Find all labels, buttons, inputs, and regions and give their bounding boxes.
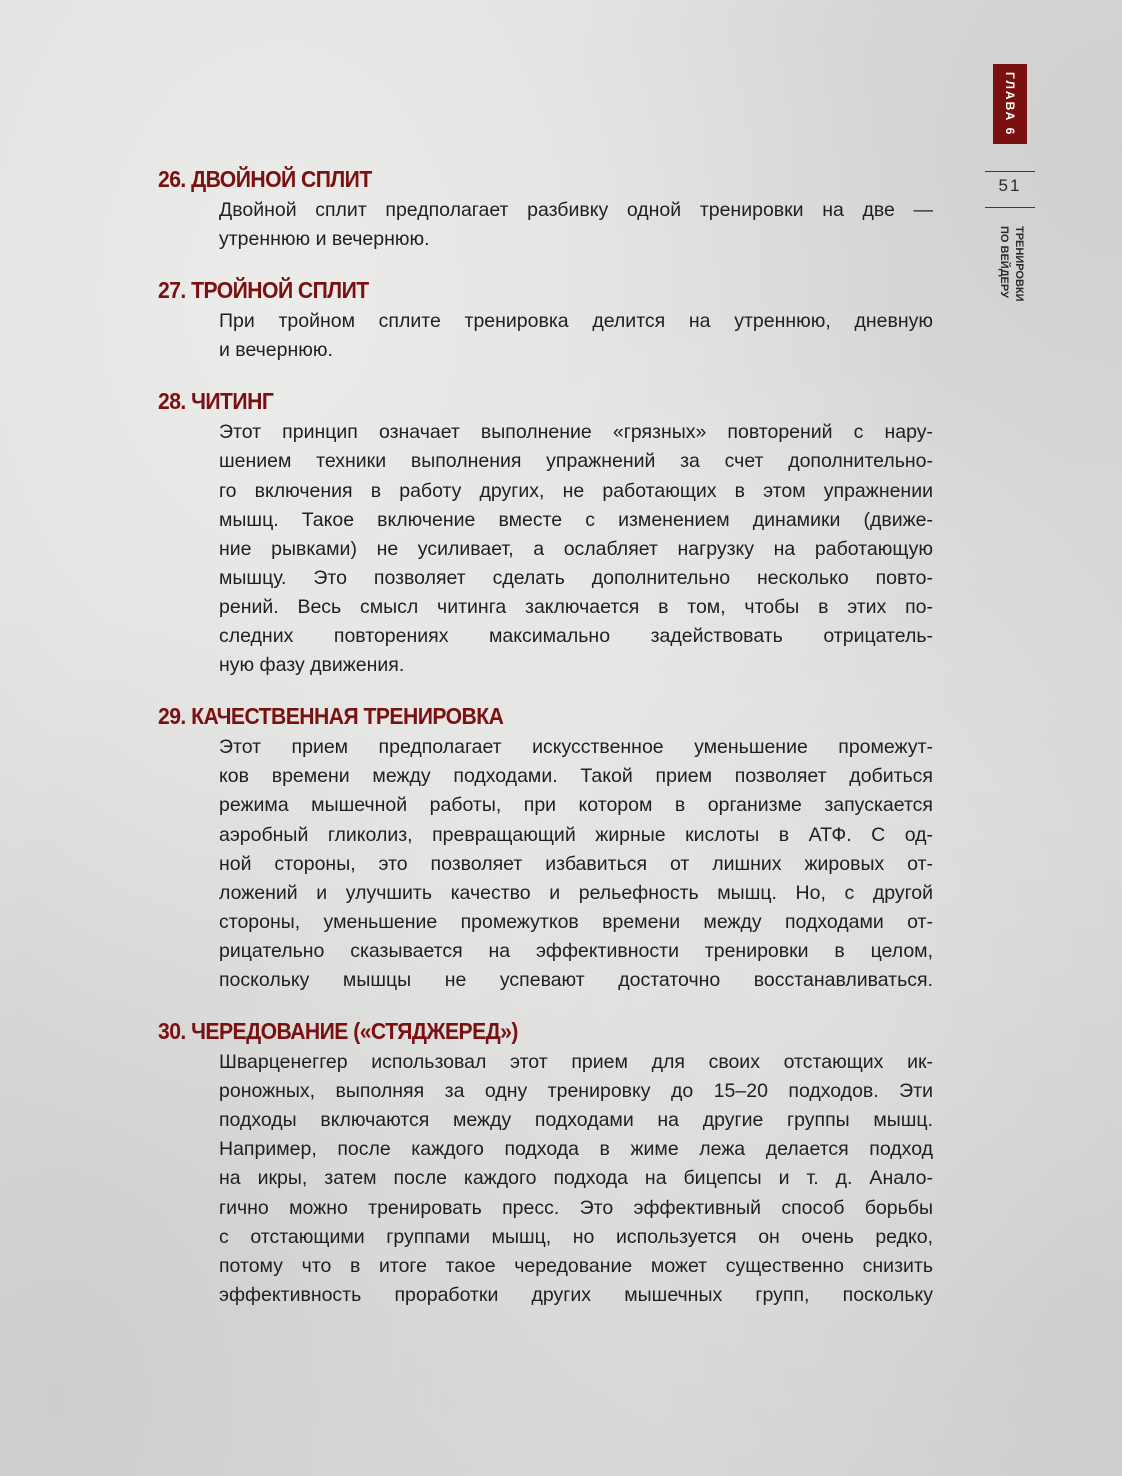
chapter-tab [993, 64, 1027, 144]
text-line: режима мышечной работы, при котором в организме запускается [219, 794, 933, 817]
text-line: Шварценеггер использовал этот прием для своих отстающих ик- [219, 1051, 933, 1074]
text-line: Двойной сплит предполагает разбивку одной тренировки на две — [219, 199, 933, 221]
text-line: ложений и улучшить качество и рельефность мышц. Но, с другой [219, 881, 933, 904]
section-body [219, 1048, 933, 1310]
text-line: потому что в итоге такое чередование может существенно снизить [219, 1254, 933, 1277]
text-line: следних повторениях максимально задействовать отрицатель- [219, 625, 933, 648]
rail-divider-top [985, 171, 1035, 172]
page-number: 51 [998, 176, 1022, 195]
section-triple-split [158, 273, 933, 365]
text-line: мышцу. Это позволяет сделать дополнительно несколько повто- [219, 566, 933, 589]
text-line: ние рывками) не усиливает, а ослабляет нагрузку на работающую [219, 537, 933, 560]
section-title: 30. ЧЕРЕДОВАНИЕ («СТЯДЖЕРЕД») [158, 1018, 518, 1045]
text-line: аэробный гликолиз, превращающий жирные кислоты в АТФ. С од- [219, 823, 933, 846]
section-quality-training [158, 699, 933, 995]
text-line: с отстающими группами мышц, но используется он очень редко, [219, 1225, 933, 1248]
section-body [219, 733, 933, 995]
chapter-label: ГЛАВА 6 [1003, 71, 1017, 137]
text-line: рений. Весь смысл читинга заключается в том, чтобы в этих по- [219, 595, 933, 618]
text-line: утреннюю и вечернюю. [219, 228, 430, 251]
text-line: стороны, уменьшение промежутков времени между подходами от- [219, 910, 933, 933]
running-head-line-2: ПО ВЕЙДЕРУ [998, 226, 1010, 298]
text-line: мышц. Такое включение вместе с изменением динамики (движе- [219, 508, 933, 531]
section-body [219, 418, 933, 680]
running-head-line-1: ТРЕНИРОВКИ [1013, 226, 1025, 302]
text-line: ной стороны, это позволяет избавиться от лишних жировых от- [219, 852, 933, 875]
text-line: шением техники выполнения упражнений за счет дополнительно- [219, 450, 933, 473]
text-line: При тройном сплите тренировка делится на утреннюю, дневную [219, 310, 933, 333]
text-line: гично можно тренировать пресс. Это эффективный способ борьбы [219, 1196, 933, 1219]
section-title: 26. ДВОЙНОЙ СПЛИТ [158, 166, 372, 192]
text-line: и вечернюю. [219, 339, 333, 362]
text-line: Этот принцип означает выполнение «грязных» повторений с нару- [219, 421, 933, 444]
section-body [219, 196, 933, 254]
text-line: на икры, затем после каждого подхода на бицепсы и т. д. Анало- [219, 1167, 933, 1190]
page-content [158, 162, 933, 1329]
text-line: рицательно сказывается на эффективности тренировки в целом, [219, 939, 933, 962]
text-line: ков времени между подходами. Такой прием позволяет добиться [219, 765, 933, 788]
text-line: Этот прием предполагает искусственное уменьшение промежут- [219, 736, 933, 759]
text-line: эффективность проработки других мышечных групп, поскольку [219, 1283, 933, 1306]
section-cheating [158, 384, 933, 680]
section-title: 27. ТРОЙНОЙ СПЛИТ [158, 277, 369, 304]
text-line: го включения в работу других, не работающих в этом упражнении [219, 479, 933, 502]
text-line: Например, после каждого подхода в жиме лежа делается подход [219, 1138, 933, 1161]
text-line: роножных, выполняя за одну тренировку до 15–20 подходов. Эти [219, 1080, 933, 1103]
text-line: подходы включаются между подходами на другие группы мышц. [219, 1109, 933, 1132]
section-title: 29. КАЧЕСТВЕННАЯ ТРЕНИРОВКА [158, 703, 504, 730]
section-title: 28. ЧИТИНГ [158, 388, 274, 415]
text-line: поскольку мышцы не успевают достаточно восстанавливаться. [219, 968, 933, 991]
section-body [219, 307, 933, 365]
rail-divider-bottom [985, 207, 1035, 208]
text-line: ную фазу движения. [219, 654, 405, 677]
running-head [991, 226, 1031, 306]
section-double-split [158, 162, 933, 254]
section-staggered [158, 1014, 933, 1310]
